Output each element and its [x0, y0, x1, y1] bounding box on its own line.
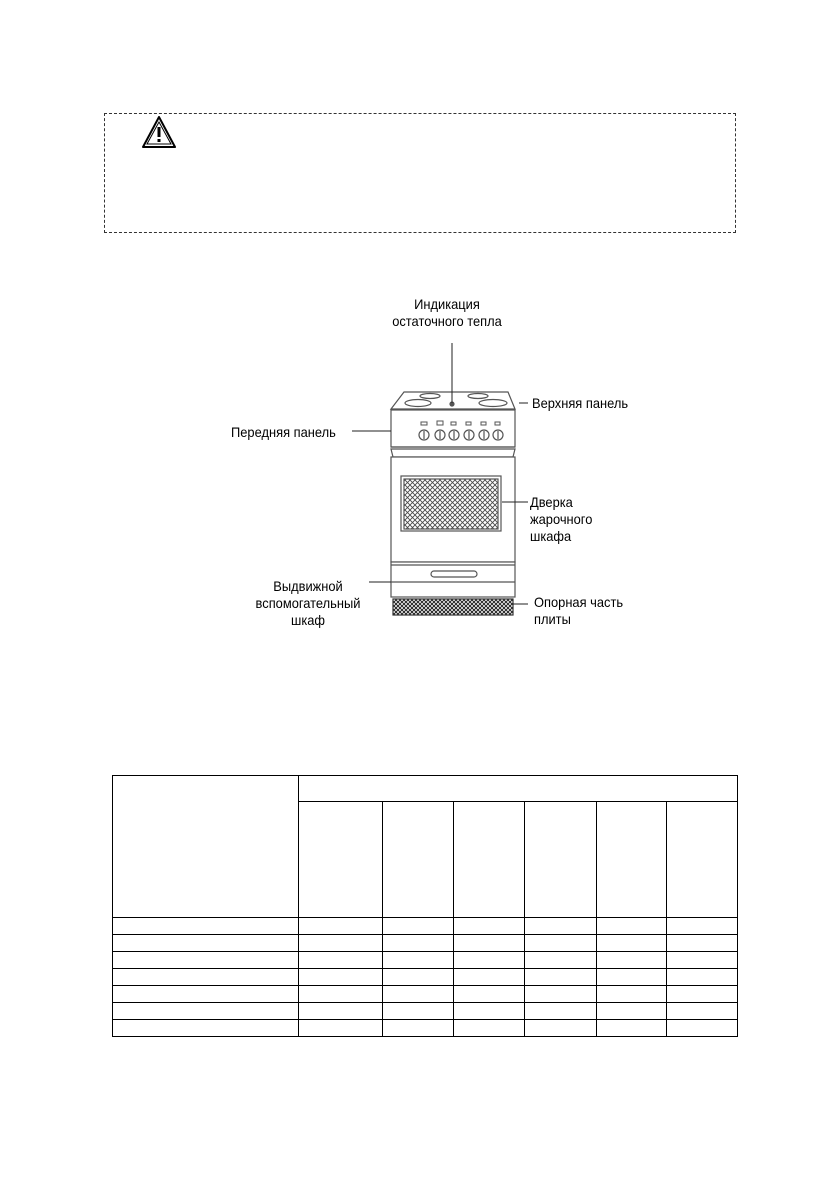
table-row — [113, 917, 738, 934]
label-top-panel: Верхняя панель — [532, 395, 629, 411]
table-cell — [525, 951, 597, 968]
table-cell — [667, 1002, 738, 1019]
table-row — [113, 934, 738, 951]
table-row — [113, 968, 738, 985]
table-cell — [113, 934, 299, 951]
table-cell — [383, 1002, 454, 1019]
table-cell — [597, 968, 667, 985]
table-cell — [299, 1019, 383, 1036]
spec-table — [112, 775, 738, 1037]
table-header-row — [113, 776, 738, 802]
table-cell — [667, 1019, 738, 1036]
table-subheader-cell — [454, 802, 525, 917]
stove-base — [393, 599, 513, 615]
table-cell — [299, 951, 383, 968]
table-subheader-cell — [597, 802, 667, 917]
table-subheader-cell — [525, 802, 597, 917]
table-cell — [597, 917, 667, 934]
table-cell — [525, 934, 597, 951]
table-subheader-cell — [299, 802, 383, 917]
table-cell — [454, 985, 525, 1002]
table-cell — [454, 1002, 525, 1019]
table-cell — [525, 1002, 597, 1019]
table-cell — [454, 917, 525, 934]
table-cell — [454, 951, 525, 968]
table-cell — [113, 968, 299, 985]
table-cell — [383, 917, 454, 934]
label-base: Опорная часть плиты — [534, 594, 624, 627]
table-cell — [667, 917, 738, 934]
table-cell — [299, 1002, 383, 1019]
table-cell — [597, 985, 667, 1002]
table-cell — [299, 917, 383, 934]
table-cell — [113, 985, 299, 1002]
table-cell — [597, 951, 667, 968]
table-row — [113, 1019, 738, 1036]
table-group-header — [299, 776, 738, 802]
table-cell — [454, 968, 525, 985]
label-drawer: Выдвижной вспомогательный шкаф — [255, 578, 361, 628]
table-subheader-cell — [667, 802, 738, 917]
table-row — [113, 985, 738, 1002]
label-oven-door: Дверка жарочного шкафа — [530, 494, 593, 544]
table-row — [113, 1002, 738, 1019]
table-cell — [525, 917, 597, 934]
table-row — [113, 951, 738, 968]
table-cell — [525, 1019, 597, 1036]
table-cell — [113, 917, 299, 934]
control-panel — [391, 410, 515, 447]
table-cell — [299, 968, 383, 985]
table-cell — [525, 968, 597, 985]
table-cell — [383, 985, 454, 1002]
table-cell — [383, 1019, 454, 1036]
table-cell — [667, 951, 738, 968]
table-cell — [299, 934, 383, 951]
table-cell — [113, 1019, 299, 1036]
label-front-panel: Передняя панель — [231, 424, 336, 440]
table-cell — [383, 934, 454, 951]
table-cell — [597, 1019, 667, 1036]
table-cell — [597, 934, 667, 951]
table-cell — [597, 1002, 667, 1019]
table-cell — [454, 1019, 525, 1036]
table-cell — [299, 985, 383, 1002]
table-header-cell — [113, 776, 299, 918]
door-handle — [391, 449, 515, 457]
table-cell — [667, 968, 738, 985]
drawer — [391, 562, 515, 597]
table-cell — [113, 951, 299, 968]
table-cell — [525, 985, 597, 1002]
table-cell — [667, 934, 738, 951]
table-subheader-cell — [383, 802, 454, 917]
table-cell — [454, 934, 525, 951]
table-cell — [383, 968, 454, 985]
table-cell — [667, 985, 738, 1002]
label-residual-heat: Индикация остаточного тепла — [392, 296, 502, 329]
oven-window — [404, 479, 498, 529]
table-cell — [113, 1002, 299, 1019]
table-cell — [383, 951, 454, 968]
